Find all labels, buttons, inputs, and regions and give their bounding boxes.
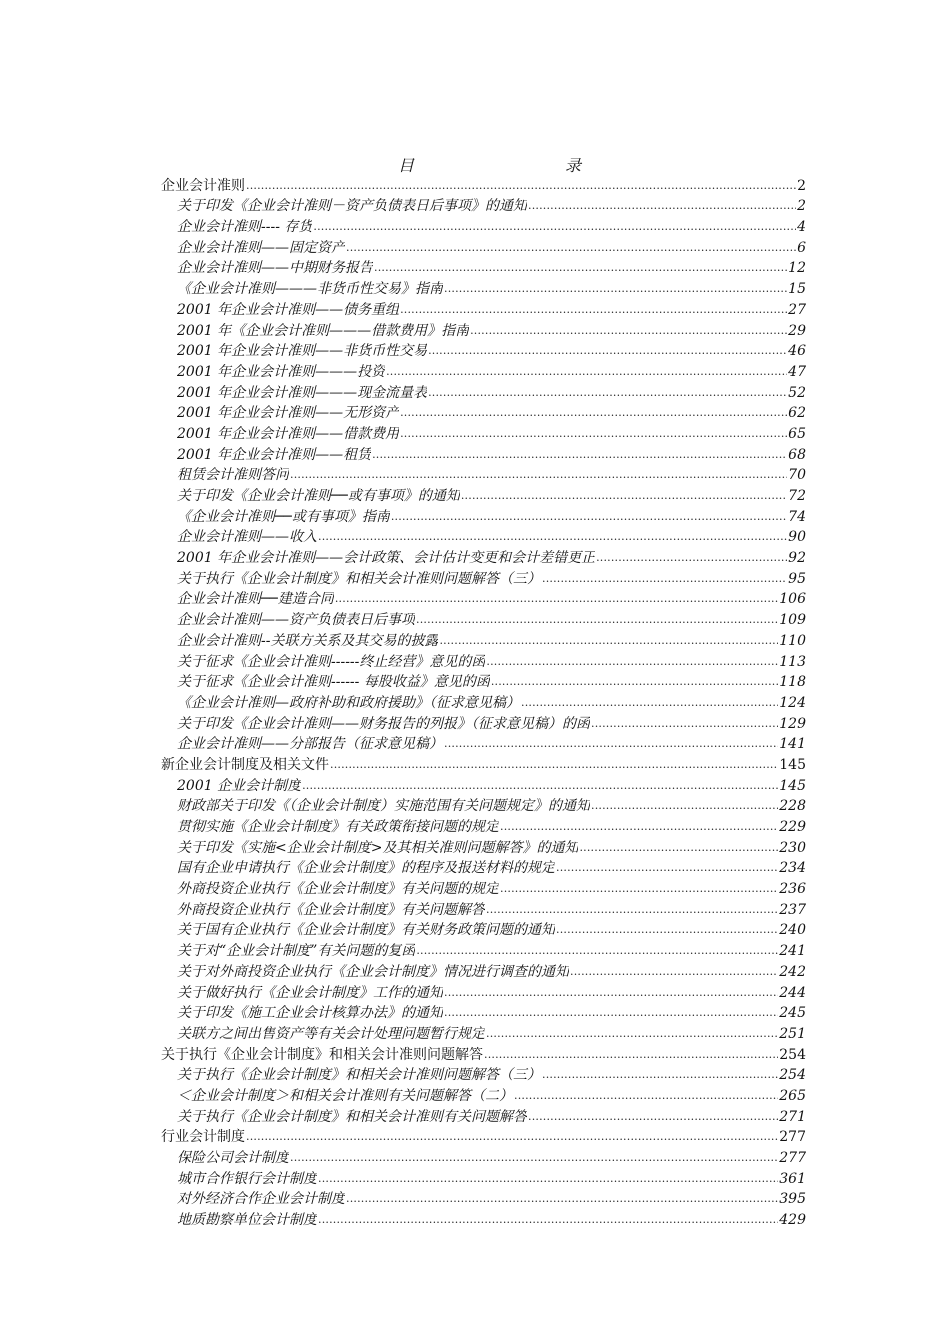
toc-dot-leader <box>290 466 787 484</box>
toc-section-entry[interactable] <box>161 174 806 195</box>
toc-entry-label: 2001 年企业会计准则——债务重组 <box>177 301 400 318</box>
toc-dot-leader <box>428 342 787 360</box>
toc-entry[interactable] <box>161 877 806 898</box>
toc-page-number: 118 <box>779 674 806 691</box>
toc-dot-leader <box>542 1066 778 1084</box>
toc-page-number: 70 <box>788 467 806 484</box>
toc-entry[interactable] <box>161 1002 806 1023</box>
toc-dot-leader <box>246 177 796 195</box>
toc-entry[interactable] <box>161 277 806 298</box>
toc-entry[interactable] <box>161 1084 806 1105</box>
toc-entry-label: 关于印发《实施<企业会计制度>及其相关准则问题解答》的通知 <box>177 839 579 856</box>
toc-page-number: 271 <box>779 1108 806 1125</box>
toc-page-number: 62 <box>788 405 806 422</box>
toc-page-number: 113 <box>779 653 806 670</box>
toc-page-number: 15 <box>788 281 806 298</box>
toc-page-number: 245 <box>779 1005 806 1022</box>
toc-entry[interactable] <box>161 919 806 940</box>
toc-entry[interactable] <box>161 402 806 423</box>
toc-entry-label: 城市合作银行会计制度 <box>177 1170 317 1187</box>
toc-dot-leader <box>318 1170 778 1188</box>
toc-dot-leader <box>416 611 778 629</box>
toc-entry-label: 企业会计准则——中期财务报告 <box>177 260 373 277</box>
toc-dot-leader <box>416 942 778 960</box>
toc-entry-label: 2001 年企业会计准则———现金流量表 <box>177 384 428 401</box>
toc-dot-leader <box>461 487 787 505</box>
toc-dot-leader <box>570 963 778 981</box>
toc-page-number: 234 <box>779 860 806 877</box>
toc-entry-label: 关于征求《企业会计准则------终止经营》意见的函 <box>177 653 486 670</box>
toc-page-number: 65 <box>788 425 806 442</box>
toc-title-part1: 目 <box>398 156 415 175</box>
toc-page-number: 241 <box>779 943 806 960</box>
toc-page-number: 46 <box>788 343 806 360</box>
toc-entry-label: 《企业会计准则──或有事项》指南 <box>177 508 390 525</box>
toc-page-number: 2 <box>797 198 806 215</box>
toc-entry-label: 2001 年企业会计准则———投资 <box>177 363 386 380</box>
toc-entry[interactable] <box>161 608 806 629</box>
toc-entry-label: 外商投资企业执行《企业会计制度》有关问题解答 <box>177 901 485 918</box>
toc-dot-leader <box>400 425 787 443</box>
toc-dot-leader <box>591 797 778 815</box>
toc-entry[interactable] <box>161 1167 806 1188</box>
toc-entry-label: 2001 年企业会计准则——无形资产 <box>177 405 400 422</box>
toc-page-number: 254 <box>779 1067 806 1084</box>
toc-entry-label: 2001 年企业会计准则——非货币性交易 <box>177 343 428 360</box>
toc-entry[interactable] <box>161 215 806 236</box>
toc-entry-label: 对外经济合作企业会计制度 <box>177 1191 345 1208</box>
toc-entry[interactable] <box>161 815 806 836</box>
toc-dot-leader <box>486 901 778 919</box>
toc-entry[interactable] <box>161 1146 806 1167</box>
toc-page-number: 74 <box>788 508 806 525</box>
toc-page-number: 237 <box>779 901 806 918</box>
toc-entry-label: 关联方之间出售资产等有关会计处理问题暂行规定 <box>177 1025 485 1042</box>
toc-page-number: 95 <box>788 570 806 587</box>
toc-page-number: 106 <box>779 591 806 608</box>
toc-entry-label: 关于对“企业会计制度”有关问题的复函 <box>177 943 416 960</box>
toc-entry[interactable] <box>161 505 806 526</box>
toc-entry-label: 关于执行《企业会计制度》和相关会计准则问题解答（三） <box>177 570 541 587</box>
toc-section-entry[interactable] <box>161 1126 806 1147</box>
toc-entry[interactable] <box>161 443 806 464</box>
toc-dot-leader <box>302 777 778 795</box>
toc-page-number: 395 <box>779 1191 806 1208</box>
toc-entry-label: 保险公司会计制度 <box>177 1150 289 1166</box>
toc-dot-leader <box>556 859 778 877</box>
toc-entry-label: 贯彻实施《企业会计制度》有关政策衔接问题的规定 <box>177 819 499 835</box>
toc-entry[interactable] <box>161 236 806 257</box>
toc-entry-label: 关于印发《企业会计准则－资产负债表日后事项》的通知 <box>177 198 527 215</box>
toc-entry[interactable] <box>161 422 806 443</box>
toc-entry[interactable] <box>161 691 806 712</box>
toc-entry-label: 行业会计制度 <box>161 1129 245 1146</box>
toc-entry-label: 2001 年企业会计准则——借款费用 <box>177 425 400 442</box>
toc-dot-leader <box>579 839 778 857</box>
toc-entry-label: 外商投资企业执行《企业会计制度》有关问题的规定 <box>177 881 499 898</box>
toc-entry[interactable] <box>161 588 806 609</box>
toc-entry-label: 关于征求《企业会计准则------ 每股收益》意见的函 <box>177 674 490 691</box>
toc-entry[interactable] <box>161 1064 806 1085</box>
toc-entry-label: 2001 年《企业会计准则———借款费用》指南 <box>177 322 470 339</box>
toc-page-number: 228 <box>779 798 806 815</box>
toc-page-number: 141 <box>779 736 806 753</box>
toc-dot-leader <box>591 715 778 733</box>
toc-dot-leader <box>444 1004 778 1022</box>
toc-entry-label: 企业会计准则──建造合同 <box>177 591 334 608</box>
toc-title-part2: 录 <box>565 156 582 175</box>
toc-entry-label: 企业会计准则--关联方关系及其交易的披露 <box>177 632 439 649</box>
toc-entry[interactable] <box>161 319 806 340</box>
toc-entry-label: ＜企业会计制度＞和相关会计准则有关问题解答（二） <box>177 1087 513 1104</box>
toc-entry-label: 2001 年企业会计准则——会计政策、会计估计变更和会计差错更正 <box>177 550 596 567</box>
toc-entry[interactable] <box>161 546 806 567</box>
toc-entry[interactable] <box>161 898 806 919</box>
toc-dot-leader <box>391 508 787 526</box>
toc-page-number: 429 <box>779 1212 806 1229</box>
toc-dot-leader <box>556 921 778 939</box>
toc-dot-leader <box>444 280 787 298</box>
toc-page-number: 240 <box>779 922 806 939</box>
toc-entry[interactable] <box>161 381 806 402</box>
toc-entry[interactable] <box>161 484 806 505</box>
toc-entry[interactable] <box>161 629 806 650</box>
toc-dot-leader <box>491 673 778 691</box>
toc-entry-label: 关于执行《企业会计制度》和相关会计准则问题解答（三） <box>177 1067 541 1084</box>
toc-page-number: 6 <box>797 239 806 256</box>
toc-entry-label: 企业会计准则---- 存货 <box>177 219 313 236</box>
toc-page-number: 72 <box>788 488 806 504</box>
toc-entry[interactable] <box>161 464 806 485</box>
toc-page-number: 145 <box>779 756 806 773</box>
toc-page-number: 129 <box>779 715 806 732</box>
toc-entry-label: 2001 年企业会计准则——租赁 <box>177 446 372 463</box>
toc-entry-label: 关于印发《施工企业会计核算办法》的通知 <box>177 1005 443 1022</box>
toc-title <box>0 153 950 175</box>
toc-entry-label: 国有企业申请执行《企业会计制度》的程序及报送材料的规定 <box>177 860 555 877</box>
toc-dot-leader <box>428 384 787 402</box>
toc-page-number: 229 <box>779 819 806 835</box>
toc-entry-label: 租赁会计准则答问 <box>177 467 289 484</box>
toc-page-number: 230 <box>779 839 806 856</box>
toc-entry[interactable] <box>161 857 806 878</box>
table-of-contents <box>161 174 806 1229</box>
toc-entry[interactable] <box>161 298 806 319</box>
toc-dot-leader <box>486 1025 778 1043</box>
toc-entry-label: 关于执行《企业会计制度》和相关会计准则有关问题解答 <box>177 1108 527 1125</box>
toc-page-number: 109 <box>779 612 806 629</box>
toc-page-number: 52 <box>788 384 806 401</box>
toc-entry[interactable] <box>161 195 806 216</box>
toc-dot-leader <box>346 1190 778 1208</box>
toc-dot-leader <box>330 756 778 774</box>
toc-page-number: 244 <box>779 984 806 1001</box>
toc-page-number: 4 <box>797 219 806 236</box>
toc-entry-label: 企业会计准则 <box>161 177 245 194</box>
toc-dot-leader <box>313 218 796 236</box>
toc-entry[interactable] <box>161 671 806 692</box>
toc-page-number: 29 <box>788 322 806 339</box>
toc-page-number: 145 <box>779 777 806 794</box>
toc-page-number: 277 <box>779 1129 806 1146</box>
toc-dot-leader <box>596 549 787 567</box>
toc-page-number: 92 <box>788 550 806 567</box>
toc-entry[interactable] <box>161 257 806 278</box>
toc-page-number: 68 <box>788 446 806 463</box>
toc-entry-label: 企业会计准则——收入 <box>177 529 317 546</box>
toc-dot-leader <box>514 1087 778 1105</box>
toc-entry-label: 《企业会计准则———非货币性交易》指南 <box>177 281 443 298</box>
toc-dot-leader <box>290 1149 778 1167</box>
toc-entry-label: 财政部关于印发《（企业会计制度）实施范围有关问题规定》的通知 <box>177 798 590 815</box>
toc-dot-leader <box>444 984 778 1002</box>
toc-entry[interactable] <box>161 1188 806 1209</box>
toc-page-number: 254 <box>779 1046 806 1063</box>
toc-dot-leader <box>484 1046 778 1064</box>
toc-dot-leader <box>346 239 796 257</box>
toc-entry-label: 关于做好执行《企业会计制度》工作的通知 <box>177 984 443 1001</box>
toc-dot-leader <box>528 1108 778 1126</box>
toc-entry-label: 企业会计准则——分部报告（征求意见稿） <box>177 736 443 753</box>
toc-entry[interactable] <box>161 774 806 795</box>
toc-entry-label: 关于对外商投资企业执行《企业会计制度》情况进行调查的通知 <box>177 963 569 980</box>
toc-entry[interactable] <box>161 712 806 733</box>
toc-entry[interactable] <box>161 526 806 547</box>
toc-entry[interactable] <box>161 836 806 857</box>
toc-dot-leader <box>500 880 778 898</box>
toc-entry-label: 新企业会计制度及相关文件 <box>161 756 329 773</box>
toc-entry[interactable] <box>161 939 806 960</box>
toc-dot-leader <box>470 322 787 340</box>
toc-page-number: 47 <box>788 363 806 380</box>
toc-dot-leader <box>528 197 796 215</box>
toc-entry[interactable] <box>161 1208 806 1229</box>
toc-entry-label: 关于执行《企业会计制度》和相关会计准则问题解答 <box>161 1046 483 1063</box>
toc-dot-leader <box>318 1211 778 1229</box>
toc-page-number: 90 <box>788 529 806 546</box>
toc-entry-label: 《企业会计准则—政府补助和政府援助》（征求意见稿） <box>177 694 520 711</box>
toc-dot-leader <box>439 632 778 650</box>
toc-dot-leader <box>444 735 778 753</box>
toc-entry-label: 关于国有企业执行《企业会计制度》有关财务政策问题的通知 <box>177 922 555 939</box>
toc-section-entry[interactable] <box>161 1043 806 1064</box>
toc-page-number: 27 <box>788 301 806 318</box>
toc-page-number: 277 <box>779 1150 806 1166</box>
toc-entry-label: 关于印发《企业会计准则──或有事项》的通知 <box>177 488 460 504</box>
toc-dot-leader <box>374 259 787 277</box>
toc-entry-label: 2001 企业会计制度 <box>177 777 302 794</box>
toc-page-number: 2 <box>797 177 806 194</box>
toc-entry[interactable] <box>161 340 806 361</box>
toc-page-number: 124 <box>779 694 806 711</box>
toc-entry[interactable] <box>161 960 806 981</box>
toc-entry-label: 地质勘察单位会计制度 <box>177 1212 317 1229</box>
toc-dot-leader <box>246 1128 778 1146</box>
toc-page-number: 242 <box>779 963 806 980</box>
toc-entry[interactable] <box>161 1105 806 1126</box>
toc-page-number: 110 <box>779 632 806 649</box>
toc-entry[interactable] <box>161 360 806 381</box>
toc-entry[interactable] <box>161 733 806 754</box>
toc-entry[interactable] <box>161 795 806 816</box>
toc-dot-leader <box>500 818 778 836</box>
toc-dot-leader <box>400 301 787 319</box>
toc-dot-leader <box>372 446 787 464</box>
toc-dot-leader <box>521 694 778 712</box>
toc-dot-leader <box>318 528 787 546</box>
toc-page-number: 361 <box>779 1170 806 1187</box>
toc-dot-leader <box>400 404 787 422</box>
toc-entry[interactable] <box>161 1022 806 1043</box>
toc-section-entry[interactable] <box>161 753 806 774</box>
toc-page-number: 12 <box>788 260 806 277</box>
toc-entry-label: 关于印发《企业会计准则——财务报告的列报》（征求意见稿）的函 <box>177 715 590 732</box>
toc-entry-label: 企业会计准则——固定资产 <box>177 239 345 256</box>
toc-dot-leader <box>386 363 787 381</box>
toc-entry[interactable] <box>161 650 806 671</box>
toc-dot-leader <box>542 570 787 588</box>
toc-page-number: 236 <box>779 881 806 898</box>
toc-page-number: 265 <box>779 1087 806 1104</box>
toc-entry[interactable] <box>161 567 806 588</box>
toc-entry[interactable] <box>161 981 806 1002</box>
toc-page-number: 251 <box>779 1025 806 1042</box>
toc-dot-leader <box>335 590 778 608</box>
toc-entry-label: 企业会计准则——资产负债表日后事项 <box>177 612 415 629</box>
toc-dot-leader <box>486 653 778 671</box>
